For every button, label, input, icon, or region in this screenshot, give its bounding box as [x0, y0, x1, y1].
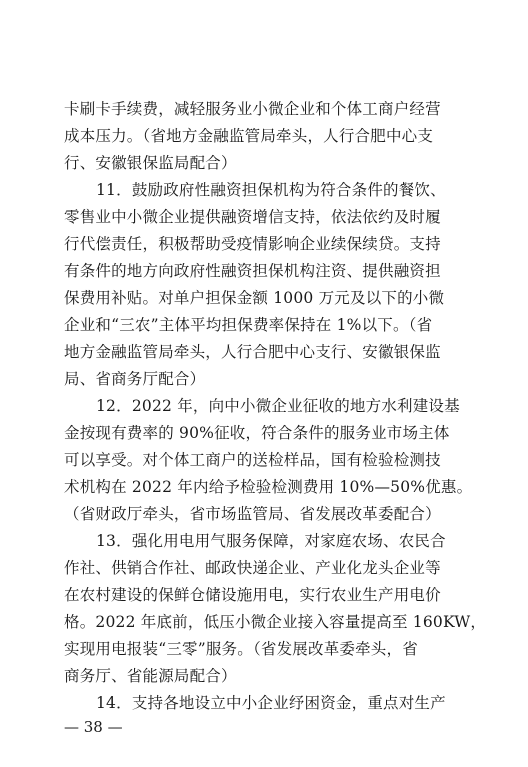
paragraph-14-start: 14．支持各地设立中小企业纾困资金，重点对生产	[96, 694, 446, 712]
body-text-line: 作社、供销合作社、邮政快递企业、产业化龙头企业等	[64, 559, 441, 577]
body-text-line: 地方金融监管局牵头，人行合肥中心支行、安徽银保监	[64, 343, 441, 361]
body-text-line: 行代偿责任，积极帮助受疫情影响企业续保续贷。支持	[64, 235, 441, 253]
body-text-line: 卡刷卡手续费，减轻服务业小微企业和个体工商户经营	[64, 100, 441, 118]
body-text-line: （省财政厅牵头，省市场监管局、省发展改革委配合）	[64, 505, 441, 523]
body-text-line: 在农村建设的保鲜仓储设施用电，实行农业生产用电价	[64, 586, 441, 604]
body-text-line: 有条件的地方向政府性融资担保机构注资、提供融资担	[64, 262, 441, 280]
body-text-line: 成本压力。（省地方金融监管局牵头，人行合肥中心支	[64, 127, 434, 145]
body-text-line: 可以享受。对个体工商户的送检样品，国有检验检测技	[64, 451, 441, 469]
body-text-line: 金按现有费率的 90%征收，符合条件的服务业市场主体	[64, 424, 450, 442]
body-text-line: 零售业中小微企业提供融资增信支持，依法依约及时履	[64, 208, 441, 226]
paragraph-11-start: 11．鼓励政府性融资担保机构为符合条件的餐饮、	[96, 181, 446, 199]
body-text-line: 格。2022 年底前，低压小微企业接入容量提高至 160KW，	[64, 613, 487, 631]
paragraph-13-start: 13．强化用电用气服务保障，对家庭农场、农民合	[96, 532, 446, 550]
paragraph-12-start: 12．2022 年，向中小微企业征收的地方水利建设基	[96, 397, 460, 415]
body-text-line: 局、省商务厅配合）	[64, 370, 206, 388]
body-text-line: 实现用电报装“三零”服务。（省发展改革委牵头，省	[64, 640, 418, 658]
body-text-line: 企业和“三农”主体平均担保费率保持在 1%以下。（省	[64, 316, 433, 334]
body-text-line: 商务厅、省能源局配合）	[64, 667, 237, 685]
page-number: — 38 —	[64, 718, 123, 736]
body-text-line: 术机构在 2022 年内给予检验检测费用 10%—50%优惠。	[64, 478, 473, 496]
body-text-line: 保费用补贴。对单户担保金额 1000 万元及以下的小微	[64, 289, 445, 307]
body-text-line: 行、安徽银保监局配合）	[64, 154, 237, 172]
